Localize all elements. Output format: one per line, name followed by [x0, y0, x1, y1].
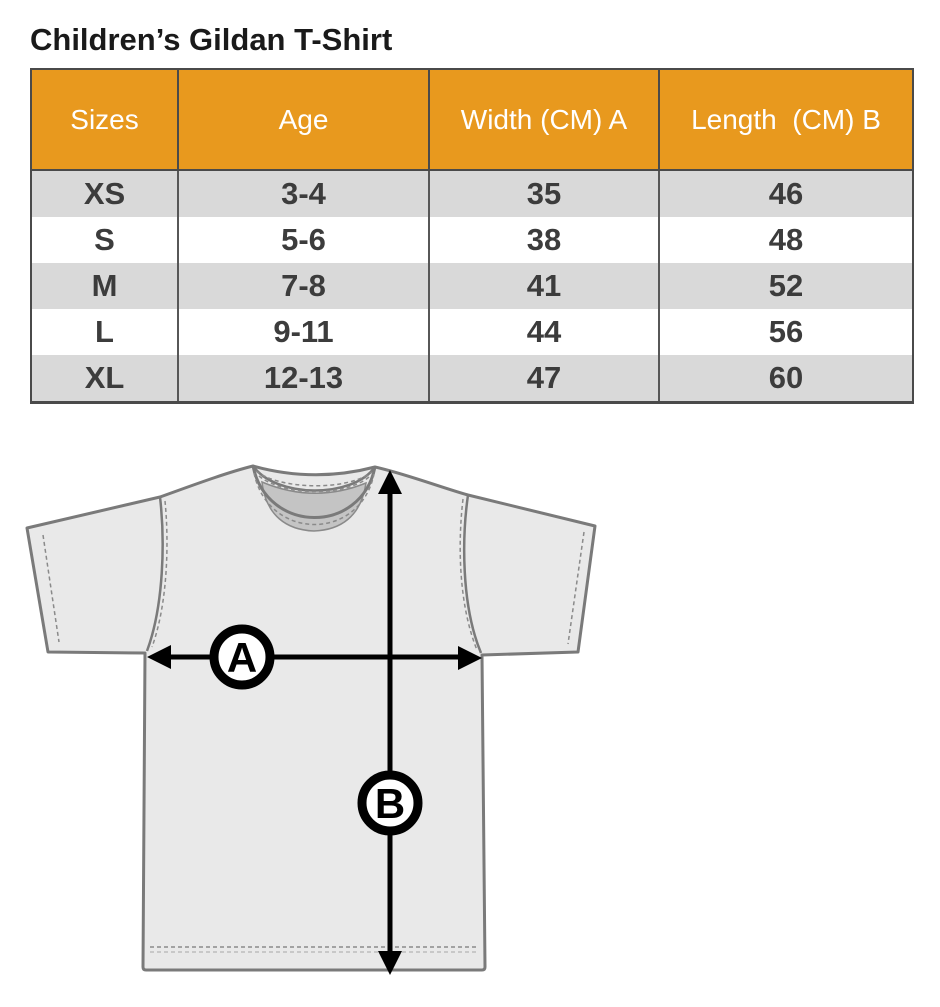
table-row-xl — [32, 355, 912, 401]
length-label: B — [374, 780, 406, 827]
size-cell: XS — [32, 171, 179, 217]
age-cell: 3-4 — [179, 171, 430, 217]
size-cell: S — [32, 217, 179, 263]
length-cell: 56 — [768, 314, 804, 349]
length-cell: 52 — [768, 268, 804, 303]
width-cell: 38 — [430, 217, 660, 263]
length-cell: 60 — [768, 360, 804, 395]
size-cell: M — [32, 263, 179, 309]
table-row-l — [32, 309, 912, 355]
size-cell: XL — [32, 355, 179, 401]
age-cell: 12-13 — [179, 355, 430, 401]
age-cell: 9-11 — [179, 309, 430, 355]
width-cell: 44 — [430, 309, 660, 355]
size-cell: L — [32, 309, 179, 355]
tshirt-measurement-diagram — [10, 445, 630, 1007]
width-cell: 41 — [430, 263, 660, 309]
tshirt-body — [27, 466, 595, 970]
length-cell: 46 — [768, 176, 804, 211]
size-chart-table — [30, 68, 914, 404]
age-cell: 5-6 — [179, 217, 430, 263]
col-header-length: Length (CM) B — [691, 103, 881, 135]
width-label-circle — [214, 629, 270, 685]
length-cell: 48 — [768, 222, 804, 257]
col-header-sizes: Sizes — [32, 70, 179, 169]
table-row-s — [32, 217, 912, 263]
width-cell: 47 — [430, 355, 660, 401]
length-label-circle — [362, 775, 418, 831]
table-header-row — [32, 70, 912, 171]
page-title: Children’s Gildan T-Shirt — [30, 22, 393, 57]
width-cell: 35 — [430, 171, 660, 217]
age-cell: 7-8 — [179, 263, 430, 309]
col-header-age: Age — [179, 70, 430, 169]
col-header-width: Width (CM) A — [430, 70, 660, 169]
table-row-xs — [32, 171, 912, 217]
width-label: A — [226, 634, 258, 681]
table-row-m — [32, 263, 912, 309]
